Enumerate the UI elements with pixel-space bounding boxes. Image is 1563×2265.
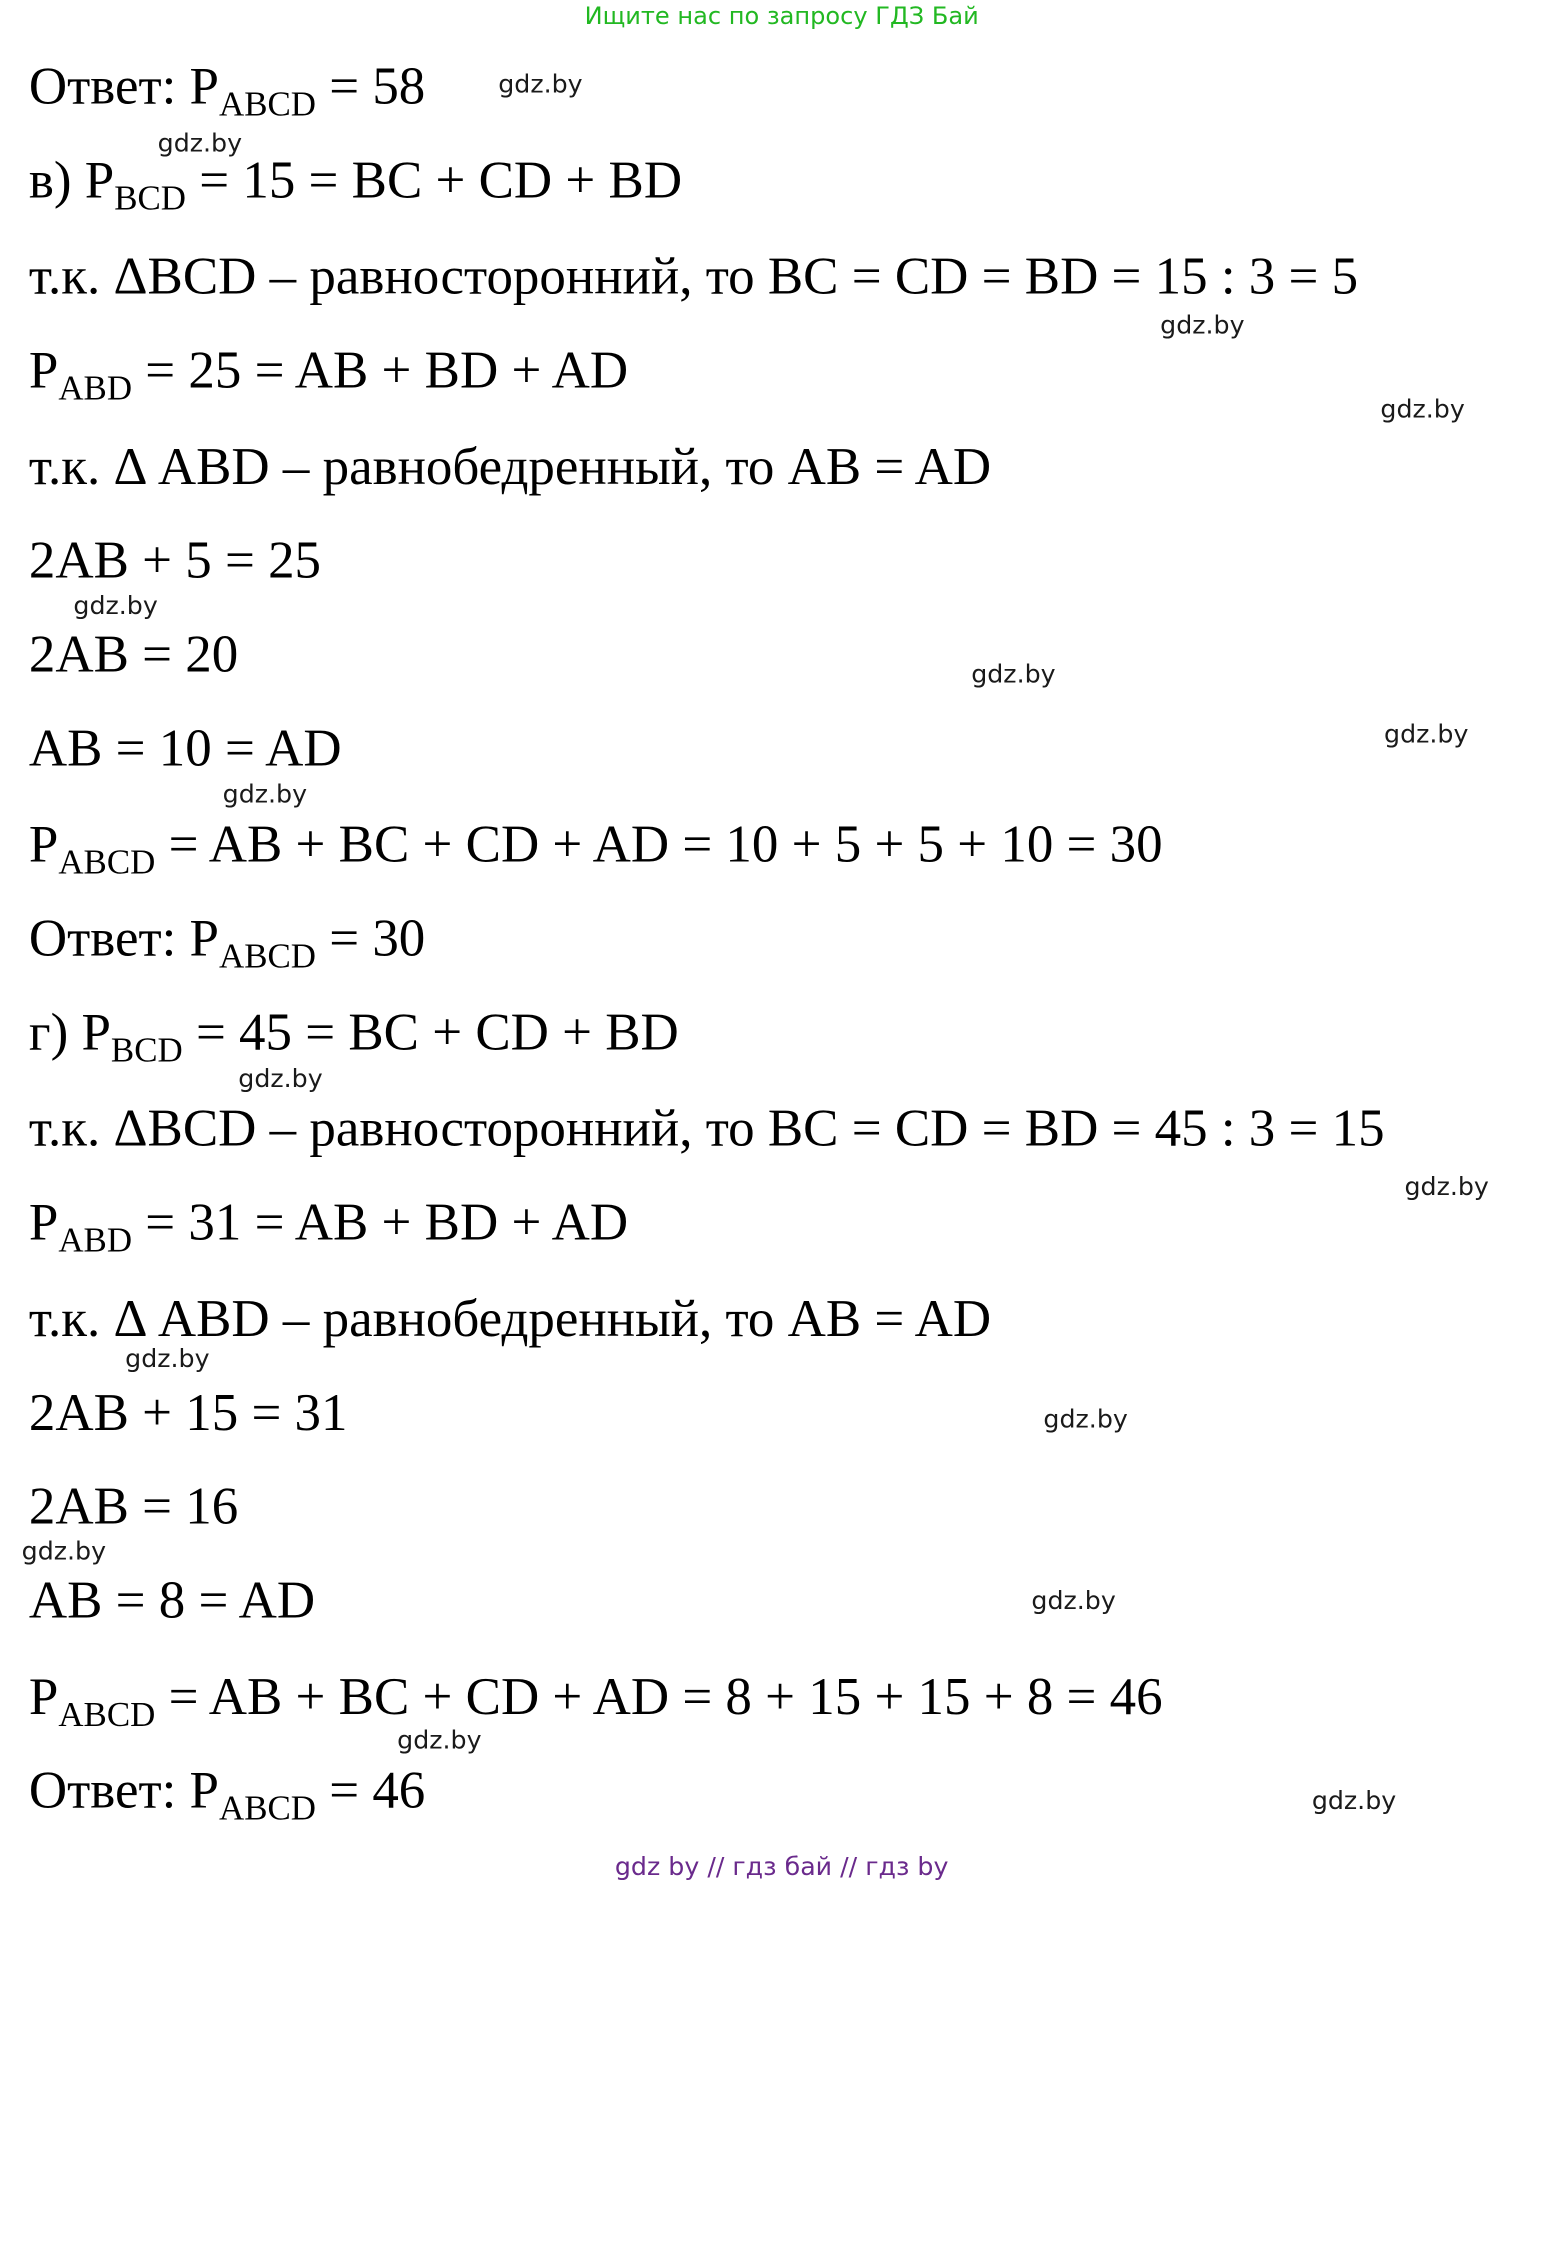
watermark: gdz.by <box>1043 1404 1128 1434</box>
perimeter-abd-2: $P_{ABD} = 31$ = AB + BD + AD <box>28 1192 629 1261</box>
watermark: gdz.by <box>1404 1172 1489 1202</box>
watermark: gdz.by <box>1031 1586 1116 1616</box>
equilateral-statement-2: т.к. ΔBCD – равносторонний, то BC = CD = BD = 45 : 3 = 15 <box>28 1098 1385 1158</box>
perimeter-abd-1: $P_{ABD} = 25$ = AB + BD + AD <box>28 340 629 408</box>
watermark: gdz.by <box>1380 394 1465 424</box>
search-banner: Ищите нас по запросу ГДЗ Бай <box>584 1 979 31</box>
equation-line-1: 2AB + 5 = 25 <box>28 530 322 590</box>
isosceles-statement-2: т.к. Δ ABD – равнобедренный, то AB = AD <box>28 1288 992 1348</box>
watermark: gdz.by <box>222 779 308 809</box>
equation-line-2: 2AB = 20 <box>28 624 239 684</box>
answer-line-2: Ответ: $P_{ABCD} = 30$ <box>28 908 426 977</box>
footer-links: gdz by // гдз бай // гдз by <box>614 1852 949 1882</box>
isosceles-statement-1: т.к. Δ ABD – равнобедренный, то AB = AD <box>28 436 992 496</box>
watermark: gdz.by <box>1384 719 1469 749</box>
watermark: gdz.by <box>125 1344 210 1374</box>
equation-line-6: AB = 8 = AD <box>28 1570 316 1630</box>
watermark: gdz.by <box>971 659 1056 689</box>
perimeter-abcd-1: $P_{ABCD}$ = AB + BC + CD + AD = 10 + 5 + 5 + 10 = 30 <box>28 814 1163 883</box>
watermark: gdz.by <box>1160 310 1245 340</box>
equilateral-statement-1: т.к. ΔBCD – равносторонний, то BC = CD = BD = 15 : 3 = 5 <box>28 246 1359 306</box>
equation-line-3: AB = 10 = AD <box>28 718 342 778</box>
watermark: gdz.by <box>21 1536 107 1566</box>
watermark: gdz.by <box>1311 1785 1397 1815</box>
part-v-perimeter-bcd: в) $P_{BCD} = 15$ = BC + CD + BD <box>28 150 683 218</box>
watermark: gdz.by <box>397 1725 482 1755</box>
part-g-perimeter-bcd: г) $P_{BCD} = 45$ = BC + CD + BD <box>28 1002 679 1070</box>
answer-line-1: Ответ: $P_{ABCD} = 58$ <box>28 56 426 124</box>
watermark: gdz.by <box>238 1063 323 1093</box>
equation-line-5: 2AB = 16 <box>28 1476 239 1536</box>
answer-line-3: Ответ: $P_{ABCD} = 46$ <box>28 1760 426 1829</box>
watermark: gdz.by <box>73 590 158 620</box>
perimeter-abcd-2: $P_{ABCD}$ = AB + BC + CD + AD = 8 + 15 + 15 + 8 = 46 <box>28 1666 1163 1735</box>
watermark: gdz.by <box>498 69 583 99</box>
equation-line-4: 2AB + 15 = 31 <box>28 1382 348 1442</box>
watermark: gdz.by <box>157 128 243 158</box>
